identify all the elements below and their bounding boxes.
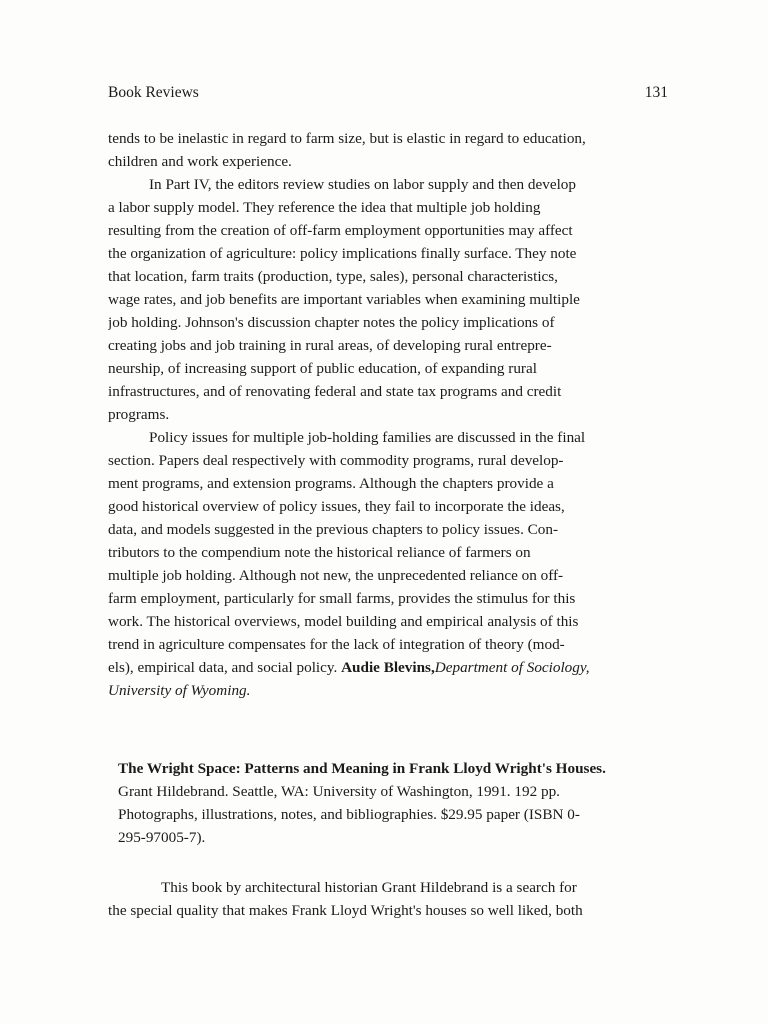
text-line: good historical overview of policy issues, they fail to incorporate the ideas, — [108, 498, 565, 515]
text-line — [108, 679, 678, 702]
reviewer-university: University of Wyoming. — [108, 682, 251, 699]
text-line: This book by architectural historian Grant Hildebrand is a search for — [161, 879, 577, 896]
citation-line: Grant Hildebrand. Seattle, WA: University of Washington, 1991. 192 pp. — [118, 783, 560, 800]
text-line: the special quality that makes Frank Lloyd Wright's houses so well liked, both — [108, 902, 583, 919]
text-line: programs. — [108, 406, 170, 423]
last-line-text: els), empirical data, and social policy. — [108, 659, 338, 676]
text-line: work. The historical overviews, model building and empirical analysis of this — [108, 613, 579, 630]
text-line: resulting from the creation of off-farm employment opportunities may affect — [108, 222, 573, 239]
text-line: tributors to the compendium note the historical reliance of farmers on — [108, 544, 531, 561]
review-2-heading — [118, 757, 688, 849]
reviewer-name: Audie Blevins, — [341, 659, 435, 676]
text-line: children and work experience. — [108, 153, 292, 170]
text-line: ment programs, and extension programs. Although the chapters provide a — [108, 475, 554, 492]
text-line: In Part IV, the editors review studies on labor supply and then develop — [149, 176, 576, 193]
page-number: 131 — [644, 84, 668, 101]
review-1-body — [108, 127, 678, 702]
text-line: neurship, of increasing support of public education, of expanding rural — [108, 360, 537, 377]
text-line: wage rates, and job benefits are important variables when examining multiple — [108, 291, 580, 308]
text-line: creating jobs and job training in rural areas, of developing rural entrepre- — [108, 337, 552, 354]
running-header — [108, 84, 668, 102]
text-line: section. Papers deal respectively with commodity programs, rural develop- — [108, 452, 564, 469]
text-line: trend in agriculture compensates for the lack of integration of theory (mod- — [108, 636, 565, 653]
text-line: data, and models suggested in the previous chapters to policy issues. Con- — [108, 521, 559, 538]
text-line: infrastructures, and of renovating federal and state tax programs and credit — [108, 383, 562, 400]
citation-line: Photographs, illustrations, notes, and bibliographies. $29.95 paper (ISBN 0- — [118, 806, 580, 823]
section-title: Book Reviews — [108, 84, 199, 101]
text-line: Policy issues for multiple job-holding families are discussed in the final — [149, 429, 586, 446]
book-title — [118, 757, 688, 780]
book-title-text: The Wright Space: Patterns and Meaning in Frank Lloyd Wright's Houses. — [118, 760, 606, 777]
review-2-body — [108, 876, 678, 922]
text-line: multiple job holding. Although not new, the unprecedented reliance on off- — [108, 567, 564, 584]
citation-line: 295-97005-7). — [118, 829, 206, 846]
text-line: farm employment, particularly for small farms, provides the stimulus for this — [108, 590, 576, 607]
text-line: tends to be inelastic in regard to farm size, but is elastic in regard to education, — [108, 130, 586, 147]
text-line — [108, 656, 678, 679]
text-line: job holding. Johnson's discussion chapter notes the policy implications of — [108, 314, 555, 331]
text-line: a labor supply model. They reference the idea that multiple job holding — [108, 199, 541, 216]
text-line: that location, farm traits (production, type, sales), personal characteristics, — [108, 268, 558, 285]
text-line: the organization of agriculture: policy implications finally surface. They note — [108, 245, 577, 262]
reviewer-affiliation: Department of Sociology, — [434, 659, 590, 676]
